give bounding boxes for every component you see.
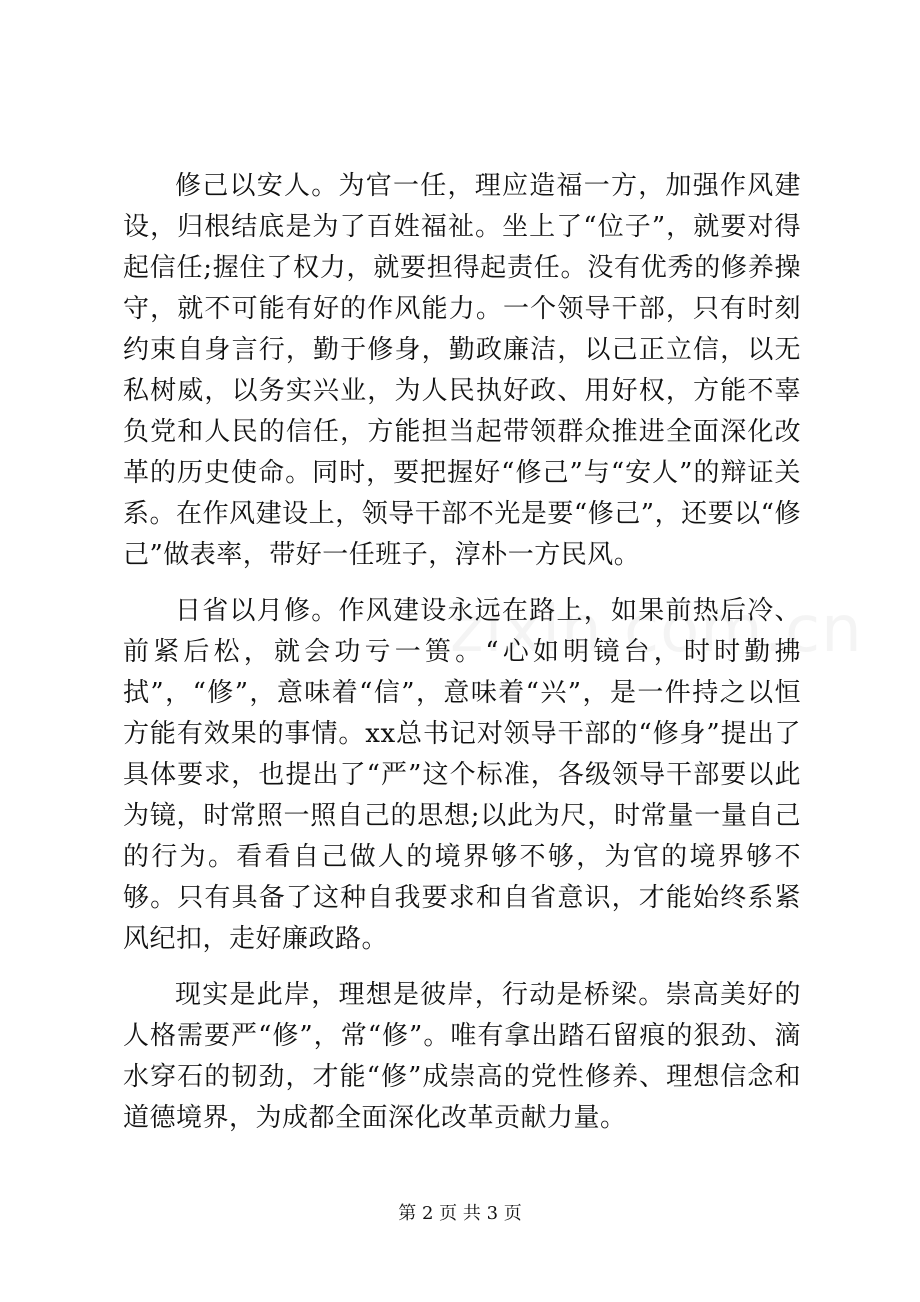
page-number-footer: 第 2 页 共 3 页 bbox=[398, 1203, 522, 1224]
paragraph-1: 修己以安人。为官一任，理应造福一方，加强作风建设，归根结底是为了百姓福祉。坐上了“位子”，就要对得起信任;握住了权力，就要担得起责任。没有优秀的修养操守，就不可能有好的作风能力。一个领导干部，只有时刻约束自身言行，勤于修身，勤政廉洁，以己正立信，以无私树威，以务实兴业，为人民执好政、用好权，方能不辜负党和人民的信任，方能担当起带领群众推进全面深化改革的历史使命。同时，要把握好“修己”与“安人”的辩证关系。在作风建设上，领导干部不光是要“修己”，还要以“修己”做表率，带好一任班子，淳朴一方民风。 bbox=[123, 171, 801, 570]
document-body bbox=[123, 166, 801, 1139]
paragraph-2: 日省以月修。作风建设永远在路上，如果前热后冷、前紧后松，就会功亏一篑。“心如明镜台，时时勤拂拭”，“修”，意味着“信”，意味着“兴”，是一件持之以恒方能有效果的事情。xx总书记对领导干部的“修身”提出了具体要求，也提出了“严”这个标准，各级领导干部要以此为镜，时常照一照自己的思想;以此为尺，时常量一量自己的行为。看看自己做人的境界够不够，为官的境界够不够。只有具备了这种自我要求和自省意识，才能始终系紧风纪扣，走好廉政路。 bbox=[123, 596, 801, 954]
paragraph-3: 现实是此岸，理想是彼岸，行动是桥梁。崇高美好的人格需要严“修”，常“修”。唯有拿出踏石留痕的狠劲、滴水穿石的韧劲，才能“修”成崇高的党性修养、理想信念和道德境界，为成都全面深化改革贡献力量。 bbox=[123, 980, 801, 1133]
